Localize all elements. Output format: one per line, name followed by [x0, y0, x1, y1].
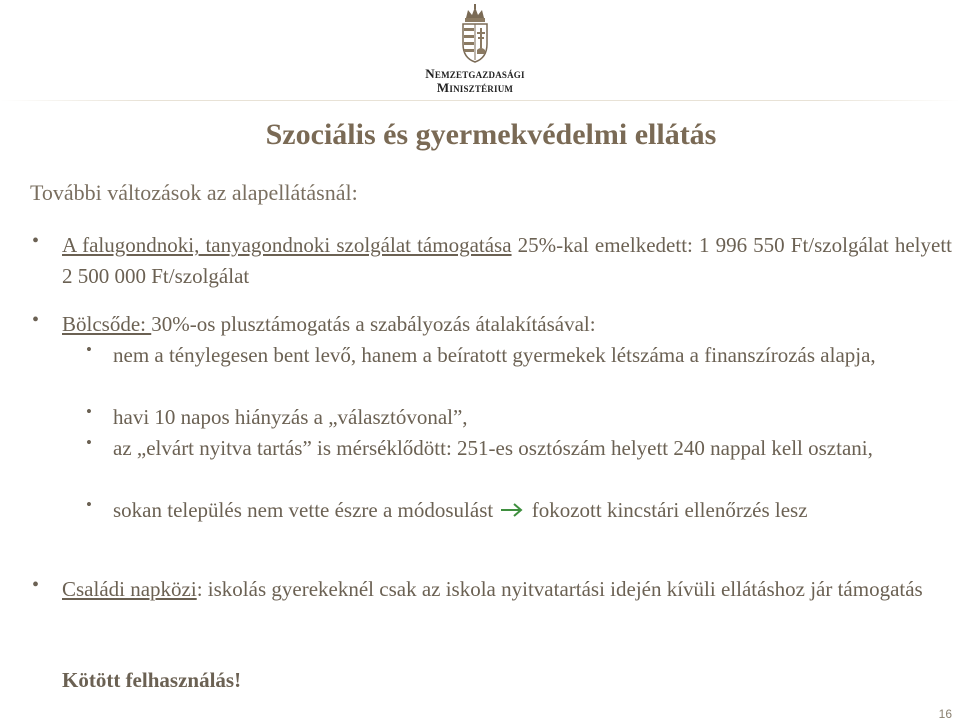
ministry-name-line2: Minisztérium	[436, 80, 514, 95]
list-item-text: : iskolás gyerekeknél csak az iskola nyitvatartási idején kívüli ellátáshoz jár támogatás	[196, 577, 923, 601]
bullet-dot: •	[86, 340, 92, 359]
list-item	[62, 309, 952, 340]
ministry-name-line1: Nemzetgazdasági	[425, 66, 525, 81]
sub-list-item	[113, 495, 953, 526]
sub-list-item-text: sokan település nem vette észre a módosulást	[113, 498, 494, 522]
list-item-heading: A falugondnoki, tanyagondnoki szolgálat támogatása	[62, 233, 512, 257]
list-item-text: 30%-os plusztámogatás a szabályozás átalakításával:	[151, 312, 596, 336]
list-item-heading: Családi napközi	[62, 577, 197, 601]
page-title: Szociális és gyermekvédelmi ellátás	[265, 118, 717, 151]
list-item	[62, 230, 952, 292]
list-item-text: 25%-kal emelkedett: 1 996 550 Ft/szolgálat helyett 2 500 000 Ft/szolgálat	[62, 233, 952, 288]
intro-text: További változások az alapellátásnál:	[30, 180, 358, 205]
bullet-dot: •	[86, 402, 92, 421]
list-item-heading: Bölcsőde:	[62, 312, 152, 336]
hungarian-crest-icon	[458, 4, 492, 64]
list-item	[62, 574, 952, 605]
sub-list-item-text: fokozott kincstári ellenőrzés lesz	[531, 498, 808, 522]
bullet-dot: •	[86, 495, 92, 514]
bullet-dot: •	[32, 230, 40, 252]
bullet-dot: •	[86, 433, 92, 452]
bullet-dot: •	[32, 574, 40, 596]
header-divider	[0, 100, 960, 101]
page-number: 16	[938, 707, 952, 721]
closing-note: Kötött felhasználás!	[62, 668, 242, 692]
sub-list-item: havi 10 napos hiányzás a „választóvonal”,	[113, 405, 468, 429]
ministry-logo	[0, 0, 960, 100]
sub-list-item: az „elvárt nyitva tartás” is mérséklődött: 251-es osztószám helyett 240 nappal kell osztani,	[113, 436, 873, 460]
right-arrow-icon	[498, 501, 526, 519]
bullet-dot: •	[32, 309, 40, 331]
sub-list-item: nem a ténylegesen bent levő, hanem a beíratott gyermekek létszáma a finanszírozás alapja,	[113, 343, 876, 367]
